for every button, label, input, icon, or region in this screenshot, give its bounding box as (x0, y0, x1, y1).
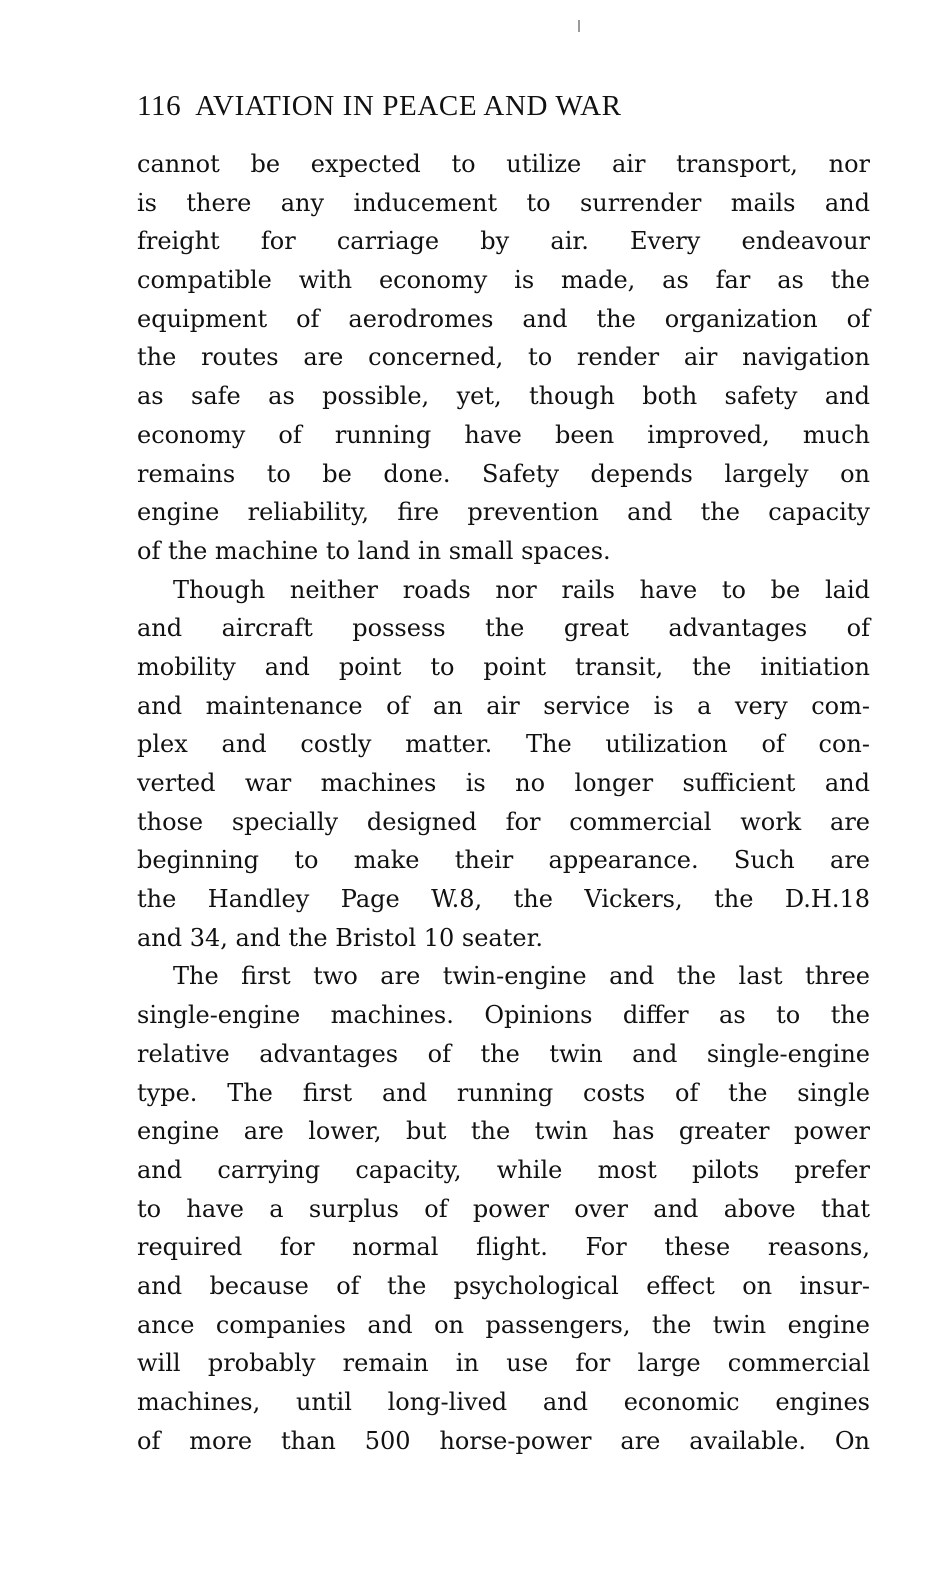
text-line: relative advantages of the twin and single-engine (137, 1039, 870, 1068)
text-line: remains to be done. Safety depends largely on (137, 459, 870, 488)
text-line: freight for carriage by air. Every endeavour (137, 227, 870, 256)
text-line: ance companies and on passengers, the twin engine (137, 1310, 870, 1339)
text-line: to have a surplus of power over and above that (137, 1194, 870, 1223)
text-line: and carrying capacity, while most pilots prefer (137, 1155, 870, 1184)
text-line: compatible with economy is made, as far as the (137, 266, 870, 295)
text-line: economy of running have been improved, much (137, 420, 870, 449)
text-line: will probably remain in use for large commercial (137, 1349, 870, 1378)
text-line: and 34, and the Bristol 10 seater. (137, 923, 544, 952)
text-line: the Handley Page W.8, the Vickers, the D.H.18 (137, 885, 870, 914)
text-line: mobility and point to point transit, the initiation (137, 652, 870, 681)
text-line: The first two are twin-engine and the last three (173, 962, 870, 991)
text-line: of the machine to land in small spaces. (137, 536, 611, 565)
text-line: those specially designed for commercial work are (137, 807, 870, 836)
text-line: machines, until long-lived and economic engines (137, 1388, 870, 1416)
text-line: type. The first and running costs of the single (137, 1078, 870, 1107)
body-text (137, 145, 870, 1460)
running-head (137, 84, 817, 128)
text-line: single-engine machines. Opinions differ as to the (137, 1001, 870, 1030)
page-number: 116 (137, 90, 182, 122)
text-line: required for normal flight. For these reasons, (137, 1233, 870, 1262)
text-line: verted war machines is no longer sufficient and (137, 769, 870, 797)
running-title: AVIATION IN PEACE AND WAR (195, 90, 622, 122)
text-line: and maintenance of an air service is a very com- (137, 691, 870, 720)
text-line: as safe as possible, yet, though both safety and (137, 382, 870, 411)
text-line: and because of the psychological effect on insur- (137, 1271, 870, 1300)
text-line: equipment of aerodromes and the organization of (137, 304, 870, 333)
text-line: plex and costly matter. The utilization of con- (137, 730, 870, 759)
text-line: Though neither roads nor rails have to be laid (173, 575, 870, 604)
text-line: beginning to make their appearance. Such are (137, 846, 870, 875)
text-line: engine reliability, fire prevention and the capacity (137, 498, 870, 527)
text-line: and aircraft possess the great advantages of (137, 614, 870, 643)
text-line: is there any inducement to surrender mails and (137, 188, 870, 217)
text-line: the routes are concerned, to render air navigation (137, 343, 870, 372)
scan-speck (578, 20, 580, 32)
text-line: of more than 500 horse-power are available. On (137, 1426, 870, 1455)
text-line: cannot be expected to utilize air transport, nor (137, 150, 870, 178)
text-line: engine are lower, but the twin has greater power (137, 1117, 870, 1146)
